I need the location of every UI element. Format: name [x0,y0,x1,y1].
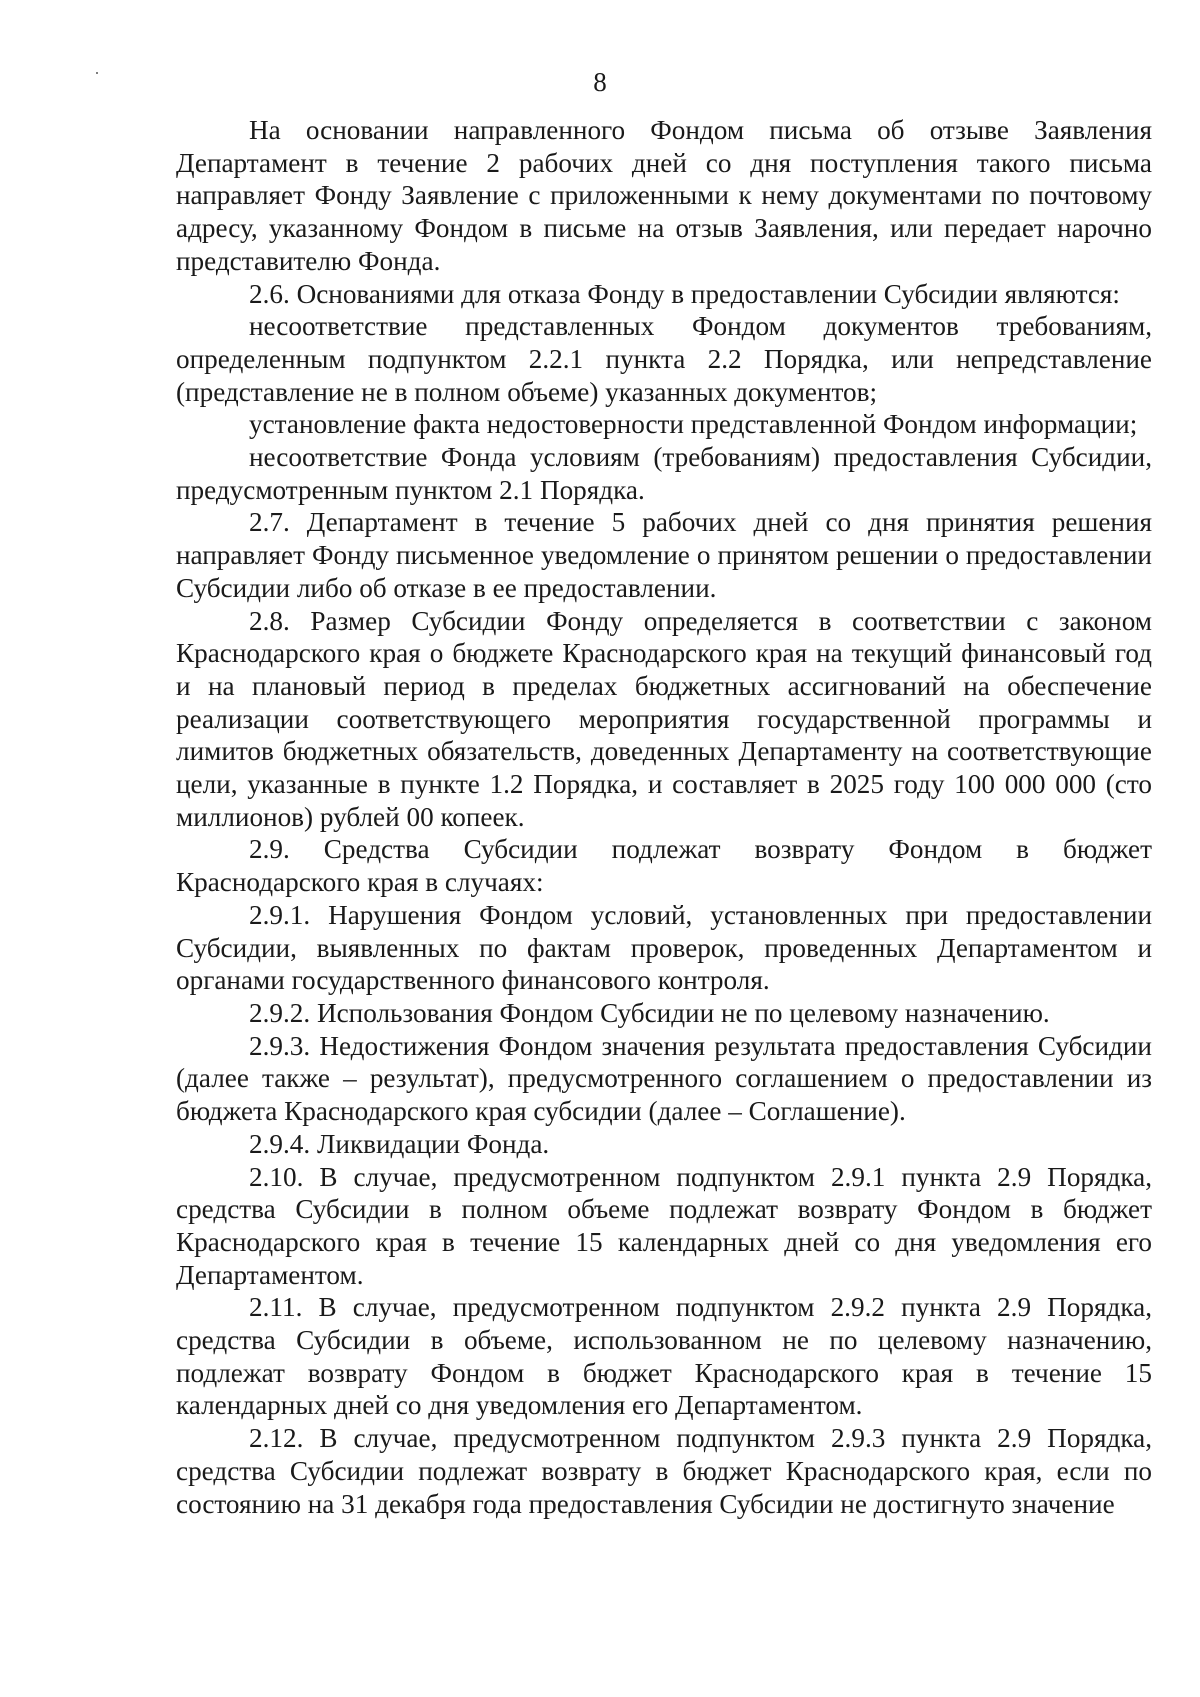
paragraph-2-10: 2.10. В случае, предусмотренном подпунктом 2.9.1 пункта 2.9 Порядка, средства Субсидии в полном объеме подлежат возврату Фондом в бюджет Краснодарского края в течение 15 календарных дней со дня уведомления его Департаментом. [176,1161,1152,1290]
paragraph-2-6-conditions-mismatch: несоответствие Фонда условиям (требованиям) предоставления Субсидии, предусмотренным пунктом 2.1 Порядка. [176,442,1152,505]
paragraph-withdrawal-return: На основании направленного Фондом письма об отзыве Заявления Департамент в течение 2 рабочих дней со дня поступления такого письма направляет Фонду Заявление с приложенными к нему документами по почтовому адресу, указанному Фондом в письме на отзыв Заявления, или передает нарочно представителю Фонда. [176,115,1152,276]
paragraph-2-9-1: 2.9.1. Нарушения Фондом условий, установленных при предоставлении Субсидии, выявленных по фактам проверок, проведенных Департаментом и органами государственного финансового контроля. [176,899,1152,996]
paragraph-2-12: 2.12. В случае, предусмотренном подпунктом 2.9.3 пункта 2.9 Порядка, средства Субсидии подлежат возврату в бюджет Краснодарского края, если по состоянию на 31 декабря года предоставления Субсидии не достигнуто значение [176,1423,1152,1519]
paragraph-2-6-documents-mismatch: несоответствие представленных Фондом документов требованиям, определенным подпунктом 2.2.1 пункта 2.2 Порядка, или непредставление (представление не в полном объеме) указанных документов; [176,311,1152,407]
paragraph-2-7: 2.7. Департамент в течение 5 рабочих дней со дня принятия решения направляет Фонду письменное уведомление о принятом решении о предоставлении Субсидии либо об отказе в ее предоставлении. [176,507,1152,603]
paragraph-2-8: 2.8. Размер Субсидии Фонду определяется в соответствии с законом Краснодарского края о бюджете Краснодарского края на текущий финансовый год и на плановый период в пределах бюджетных ассигнований на обеспечение реализации соответствующего мероприятия государственной программы и лимитов бюджетных обязательств, доведенных Департаменту на соответствующие цели, указанные в пункте 1.2 Порядка, и составляет в 2025 году 100 000 000 (сто миллионов) рублей 00 копеек. [176,605,1152,832]
paragraph-2-9-4: 2.9.4. Ликвидации Фонда. [249,1128,550,1159]
paragraph-2-6-unreliable-info: установление факта недостоверности представленной Фондом информации; [249,409,1138,440]
paragraph-2-11: 2.11. В случае, предусмотренном подпунктом 2.9.2 пункта 2.9 Порядка, средства Субсидии в объеме, использованном не по целевому назначению, подлежат возврату Фондом в бюджет Краснодарского края в течение 15 календарных дней со дня уведомления его Департаментом. [176,1292,1152,1421]
paragraph-2-9: 2.9. Средства Субсидии подлежат возврату Фондом в бюджет Краснодарского края в случаях: [176,834,1152,898]
paragraph-2-9-2: 2.9.2. Использования Фондом Субсидии не по целевому назначению. [249,997,1050,1028]
paragraph-2-9-3: 2.9.3. Недостижения Фондом значения результата предоставления Субсидии (далее также – результат), предусмотренного соглашением о предоставлении из бюджета Краснодарского края субсидии (далее – Соглашение). [176,1030,1152,1127]
paragraph-2-6: 2.6. Основаниями для отказа Фонду в предоставлении Субсидии являются: [249,278,1120,309]
page-number: 8 [593,67,607,97]
document-body [176,114,1152,1520]
